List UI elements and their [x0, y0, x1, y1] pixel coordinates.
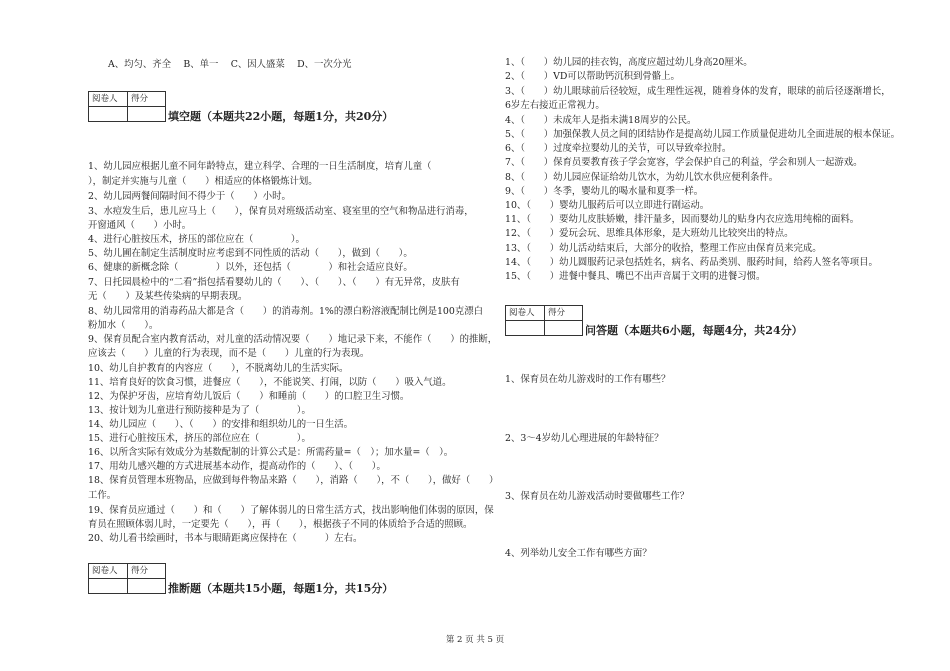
fill-line: 16、以所含实际有效成分为基数配制的计算公式是：所需药量=（ ）；加水量=（ ）。	[88, 447, 454, 458]
score-box-fill	[88, 91, 166, 122]
score-box-judge	[88, 563, 166, 594]
fill-line: 12、为保护牙齿，应培育幼儿饭后（ ）和睡前（ ）的口腔卫生习惯。	[88, 391, 410, 402]
fill-line: ），制定并实施与儿童（ ）相适应的体格锻炼计划。	[88, 176, 318, 187]
judge-section-title: 推断题（本题共15小题，每题1分，共15分）	[168, 582, 394, 595]
qa-question: 1、保育员在幼儿游戏时的工作有哪些？	[505, 374, 671, 385]
fill-line: 14、幼儿园应（ ）、（ ）的安排和组织幼儿的一日生活。	[88, 419, 354, 430]
fill-line: 15、进行心脏按压术，挤压的部位应在（ ）。	[88, 433, 311, 444]
judge-line: 9、（ ）冬季，婴幼儿的喝水量和夏季一样。	[505, 186, 704, 197]
fill-line: 7、日托园晨检中的“二看”指包括看婴幼儿的（ ）、（ ）、（ ）有无异常，皮肤有	[88, 277, 460, 288]
judge-line: 15、（ ）进餐中餐具、嘴巴不出声音属于文明的进餐习惯。	[505, 271, 766, 282]
judge-line: 14、（ ）幼儿圆服药记录包括姓名，病名、药品类别、服药时间，给药人签名等项目。	[505, 257, 878, 268]
fill-line: 2、幼儿园两餐间隔时间不得少于（ ）小时。	[88, 191, 291, 202]
fill-line: 1、幼儿园应根据儿童不同年龄特点，建立科学、合理的一日生活制度，培育儿童（	[88, 161, 432, 172]
reviewer-cell[interactable]	[506, 321, 544, 335]
judge-line: 12、（ ）爱玩会玩、思维具体形象，是大班幼儿比较突出的特点。	[505, 228, 794, 239]
fill-section-title: 填空题（本题共22小题，每题1分，共20分）	[168, 110, 394, 123]
fill-line: 20、幼儿看书绘画时，书本与眼睛距离应保持在（ ）左右。	[88, 533, 363, 544]
judge-line: 11、（ ）要幼儿皮肤娇嫩，排汗量多，因而婴幼儿的贴身内衣应选用纯棉的面料。	[505, 214, 860, 225]
qa-question: 4、列举幼儿安全工作有哪些方面？	[505, 548, 652, 559]
fill-line: 无（ ）及某些传染病的早期表现。	[88, 291, 248, 302]
fill-line: 19、保育员应通过（ ）和（ ）了解体弱儿的日常生活方式，找出影响他们体弱的原因，保	[88, 505, 494, 516]
judge-line: 8、（ ）幼儿园应保证给幼儿饮水，为幼儿饮水供应便利条件。	[505, 172, 779, 183]
fill-line: 9、保育员配合室内教育活动，对儿童的活动情况要（ ）地记录下来，不能作（ ）的推断，	[88, 334, 498, 345]
score-label: 得分	[544, 306, 582, 320]
qa-section-title: 问答题（本题共6小题，每题4分，共24分）	[585, 324, 803, 337]
reviewer-label: 阅卷人	[92, 566, 118, 576]
judge-line: 6、（ ）过度牵拉婴幼儿的关节，可以导致牵拉肘。	[505, 143, 732, 154]
page-footer: 第 2 页 共 5 页	[445, 635, 505, 645]
fill-line: 工作。	[88, 490, 117, 501]
score-cell[interactable]	[127, 107, 165, 121]
fill-line: 10、幼儿自护教育的内容应（ ），不脱离幼儿的生活实际。	[88, 363, 349, 374]
fill-line: 11、培育良好的饮食习惯，进餐应（ ），不能说笑、打闹，以防（ ）吸入气道。	[88, 377, 452, 388]
qa-question: 3、保育员在幼儿游戏活动时要做哪些工作？	[505, 491, 690, 502]
judge-line: 13、（ ）幼儿活动结束后，大部分的收拾，整理工作应由保育员来完成。	[505, 243, 822, 254]
fill-line: 3、水痘发生后，患儿应马上（ ），保育员对班级活动室、寝室里的空气和物品进行消毒，	[88, 206, 474, 217]
judge-line: 3、（ ）幼儿眼球前后径较短，成生理性远视，随着身体的发育，眼球的前后径逐渐增长，	[505, 86, 891, 97]
fill-line: 8、幼儿园常用的消毒药品大都是含（ ）的消毒剂。1%的漂白粉溶液配制比例是100克漂白	[88, 306, 483, 317]
judge-line: 4、（ ）未成年人是指未满18周岁的公民。	[505, 115, 697, 126]
judge-line: 2、（ ）VD可以帮助钙沉积到骨骼上。	[505, 71, 680, 82]
reviewer-cell[interactable]	[89, 579, 127, 593]
score-cell[interactable]	[544, 321, 582, 335]
fill-line: 6、健康的新概念除（ ）以外，还包括（ ）和社会适应良好。	[88, 262, 413, 273]
fill-line: 17、用幼儿感兴趣的方式进展基本动作，提高动作的（ ）、（ ）。	[88, 461, 386, 472]
qa-question: 2、3～4岁幼儿心理进展的年龄特征？	[505, 433, 664, 444]
judge-line: 1、（ ）幼儿园的挂衣钩，高度应超过幼儿身高20厘米。	[505, 57, 753, 68]
judge-line: 5、（ ）加强保教人员之间的团结协作是提高幼儿园工作质量促进幼儿全面进展的根本保证。	[505, 129, 901, 140]
reviewer-label: 阅卷人	[509, 308, 535, 318]
fill-line: 4、进行心脏按压术，挤压的部位应在（ ）。	[88, 234, 305, 245]
fill-line: 粉加水（ ）。	[88, 320, 159, 331]
fill-line: 13、按计划为儿童进行预防接种是为了（ ）。	[88, 405, 311, 416]
top-options: A、均匀、齐全 B、单一 C、因人盛菜 D、一次分光	[108, 59, 352, 70]
score-cell[interactable]	[127, 579, 165, 593]
judge-line: 6岁左右接近正常视力。	[505, 100, 605, 111]
score-label: 得分	[127, 92, 165, 106]
fill-line: 应该去（ ）儿童的行为表现，而不是（ ）儿童的行为表现。	[88, 348, 370, 359]
judge-line: 10、（ ）婴幼儿服药后可以立即进行剧运动。	[505, 200, 710, 211]
reviewer-label: 阅卷人	[92, 94, 118, 104]
judge-line: 7、（ ）保育员要教育孩子学会宽容，学会保护自己的利益，学会和别人一起游戏。	[505, 157, 863, 168]
fill-line: 开窗通风（ ）小时。	[88, 220, 192, 231]
score-box-qa	[505, 305, 583, 336]
fill-line: 5、幼儿圃在制定生活制度时应考虑到不同性质的活动（ ），做到（ ）。	[88, 248, 413, 259]
fill-line: 育员在照顾体弱儿时，一定要先（ ），再（ ），根据孩子不同的体质给予合适的照顾。	[88, 519, 473, 530]
reviewer-cell[interactable]	[89, 107, 127, 121]
fill-line: 18、保育员管理本班物品，应做到每件物品来路（ ），消路（ ），不（ ），做好（ ）	[88, 475, 499, 486]
score-label: 得分	[127, 564, 165, 578]
